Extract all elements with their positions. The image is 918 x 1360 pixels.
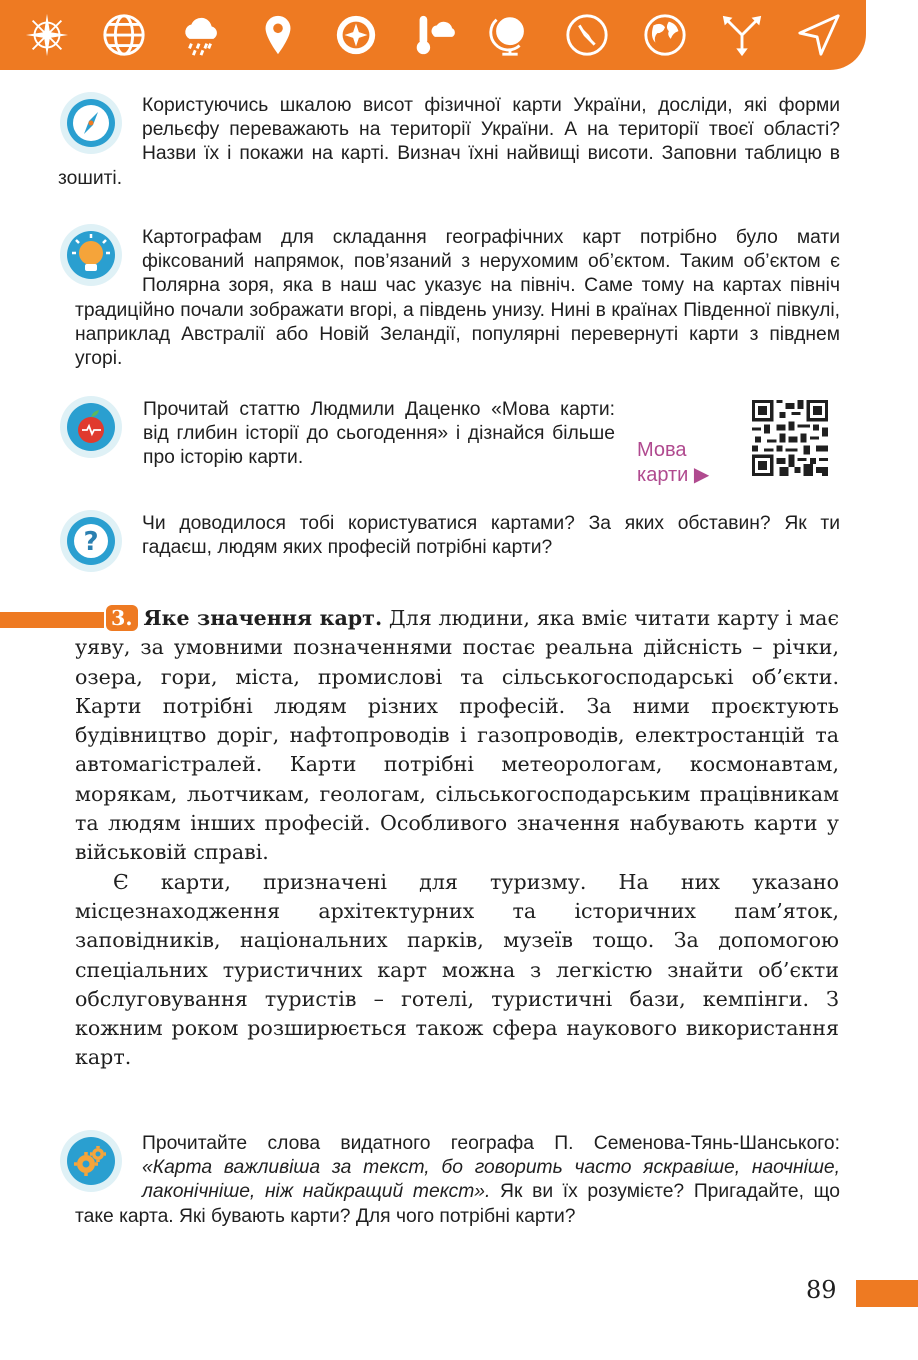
compass-dial-icon <box>330 9 382 61</box>
section-body <box>75 604 839 1073</box>
section-title: Яке значення карт. <box>143 606 383 630</box>
qr-label-line2: карти <box>637 464 689 486</box>
page-number: 89 <box>806 1276 837 1304</box>
gears-icon <box>58 1128 124 1194</box>
world-globe-icon <box>639 9 691 61</box>
globe-grid-icon <box>98 9 150 61</box>
qr-label-line1: Мова <box>637 439 687 461</box>
lightbulb-icon <box>58 222 124 288</box>
compass-icon <box>58 90 124 156</box>
qr-link-label[interactable] <box>637 438 709 488</box>
task-apple <box>58 398 840 482</box>
question-icon <box>58 508 124 574</box>
task-quote: «Карта важливіша за текст, бо говорить часто яскравіше, наочніше, лаконічніше, ніж найкращий текст». <box>142 1157 840 1203</box>
qr-code[interactable] <box>752 400 828 476</box>
task-text: Чи доводилося тобі користуватися картами? За яких обставин? Як ти гадаєш, людям яких професій потрібні карти? <box>142 513 840 559</box>
directions-arrows-icon <box>716 9 768 61</box>
thermometer-cloud-icon <box>407 9 459 61</box>
task-text: Прочитай статтю Людмили Даценко «Мова карти: від глибин історії до сьогодення» і дізнайся більше про історію карти. <box>143 399 615 469</box>
task-text: Користуючись шкалою висот фізичної карти України, досліди, які форми рельєфу переважають на території України. А на території твоєї області? Назви їх і покажи на карті. Визнач їхні найвищі висоти. Заповни таблицю в зошиті. <box>58 95 840 189</box>
svg-text:?: ? <box>83 527 99 557</box>
task-lightbulb <box>75 226 840 371</box>
task-text-intro: Прочитайте слова видатного географа П. Семенова-Тянь-Шанського: <box>142 1133 840 1154</box>
compass-rose-icon <box>21 9 73 61</box>
header-banner <box>0 0 866 70</box>
section-paragraph-1: Для людини, яка вміє читати карту і має уяву, за умовними позначеннями постає реальна дійсність – річки, озера, гори, міста, промислові та сільськогосподарські об’єкти. Карти потрібні людям різних професій. За ними проєктують будівництво доріг, нафтопроводів і газопроводів, електростанцій та автомагістралей. Карти потрібні метеорологам, космонавтам, морякам, льотчикам, геологам, сільськогосподарським працівникам та людям інших професій. Особливого значення набувають карти у військовій справі. <box>75 606 839 865</box>
page-number-bar <box>856 1280 918 1307</box>
play-arrow-icon: ▶ <box>693 464 710 486</box>
task-gears <box>75 1132 840 1229</box>
task-text-questions: Як ви їх розумієте? Пригадайте, що таке карта. Які бувають карти? Для чого потрібні карти? <box>75 1181 840 1227</box>
navigation-arrow-icon <box>793 9 845 61</box>
section-number: 3. <box>106 605 138 631</box>
desk-globe-icon <box>484 9 536 61</box>
task-compass <box>58 94 840 191</box>
compass-needle-icon <box>561 9 613 61</box>
section-paragraph-2: Є карти, призначені для туризму. На них указано місцезнаходження архітектурних та історичних пам’яток, заповідників, національних парків, музеїв тощо. За допомогою спеціальних туристичних карт можна з легкістю знайти об’єкти обслуговування туристів – готелі, туристичні бази, кемпінги. З кожним роком розширюється також сфера наукового використання карт. <box>75 869 839 1070</box>
map-pin-icon <box>252 9 304 61</box>
apple-icon <box>58 394 124 460</box>
task-question <box>58 512 840 576</box>
rain-cloud-icon <box>175 9 227 61</box>
task-text: Картографам для складання географічних карт потрібно було мати фіксований напрямок, пов’язаний з нерухомим об’єктом. Таким об’єктом є Полярна зоря, яка в наш час указує на північ. Саме тому на картах північ традиційно почали зображати вгорі, а південь унизу. Нині в країнах Південної півкулі, наприклад Австралії або Новій Зеландії, популярні перевернуті карти з півднем угорі. <box>75 227 840 370</box>
